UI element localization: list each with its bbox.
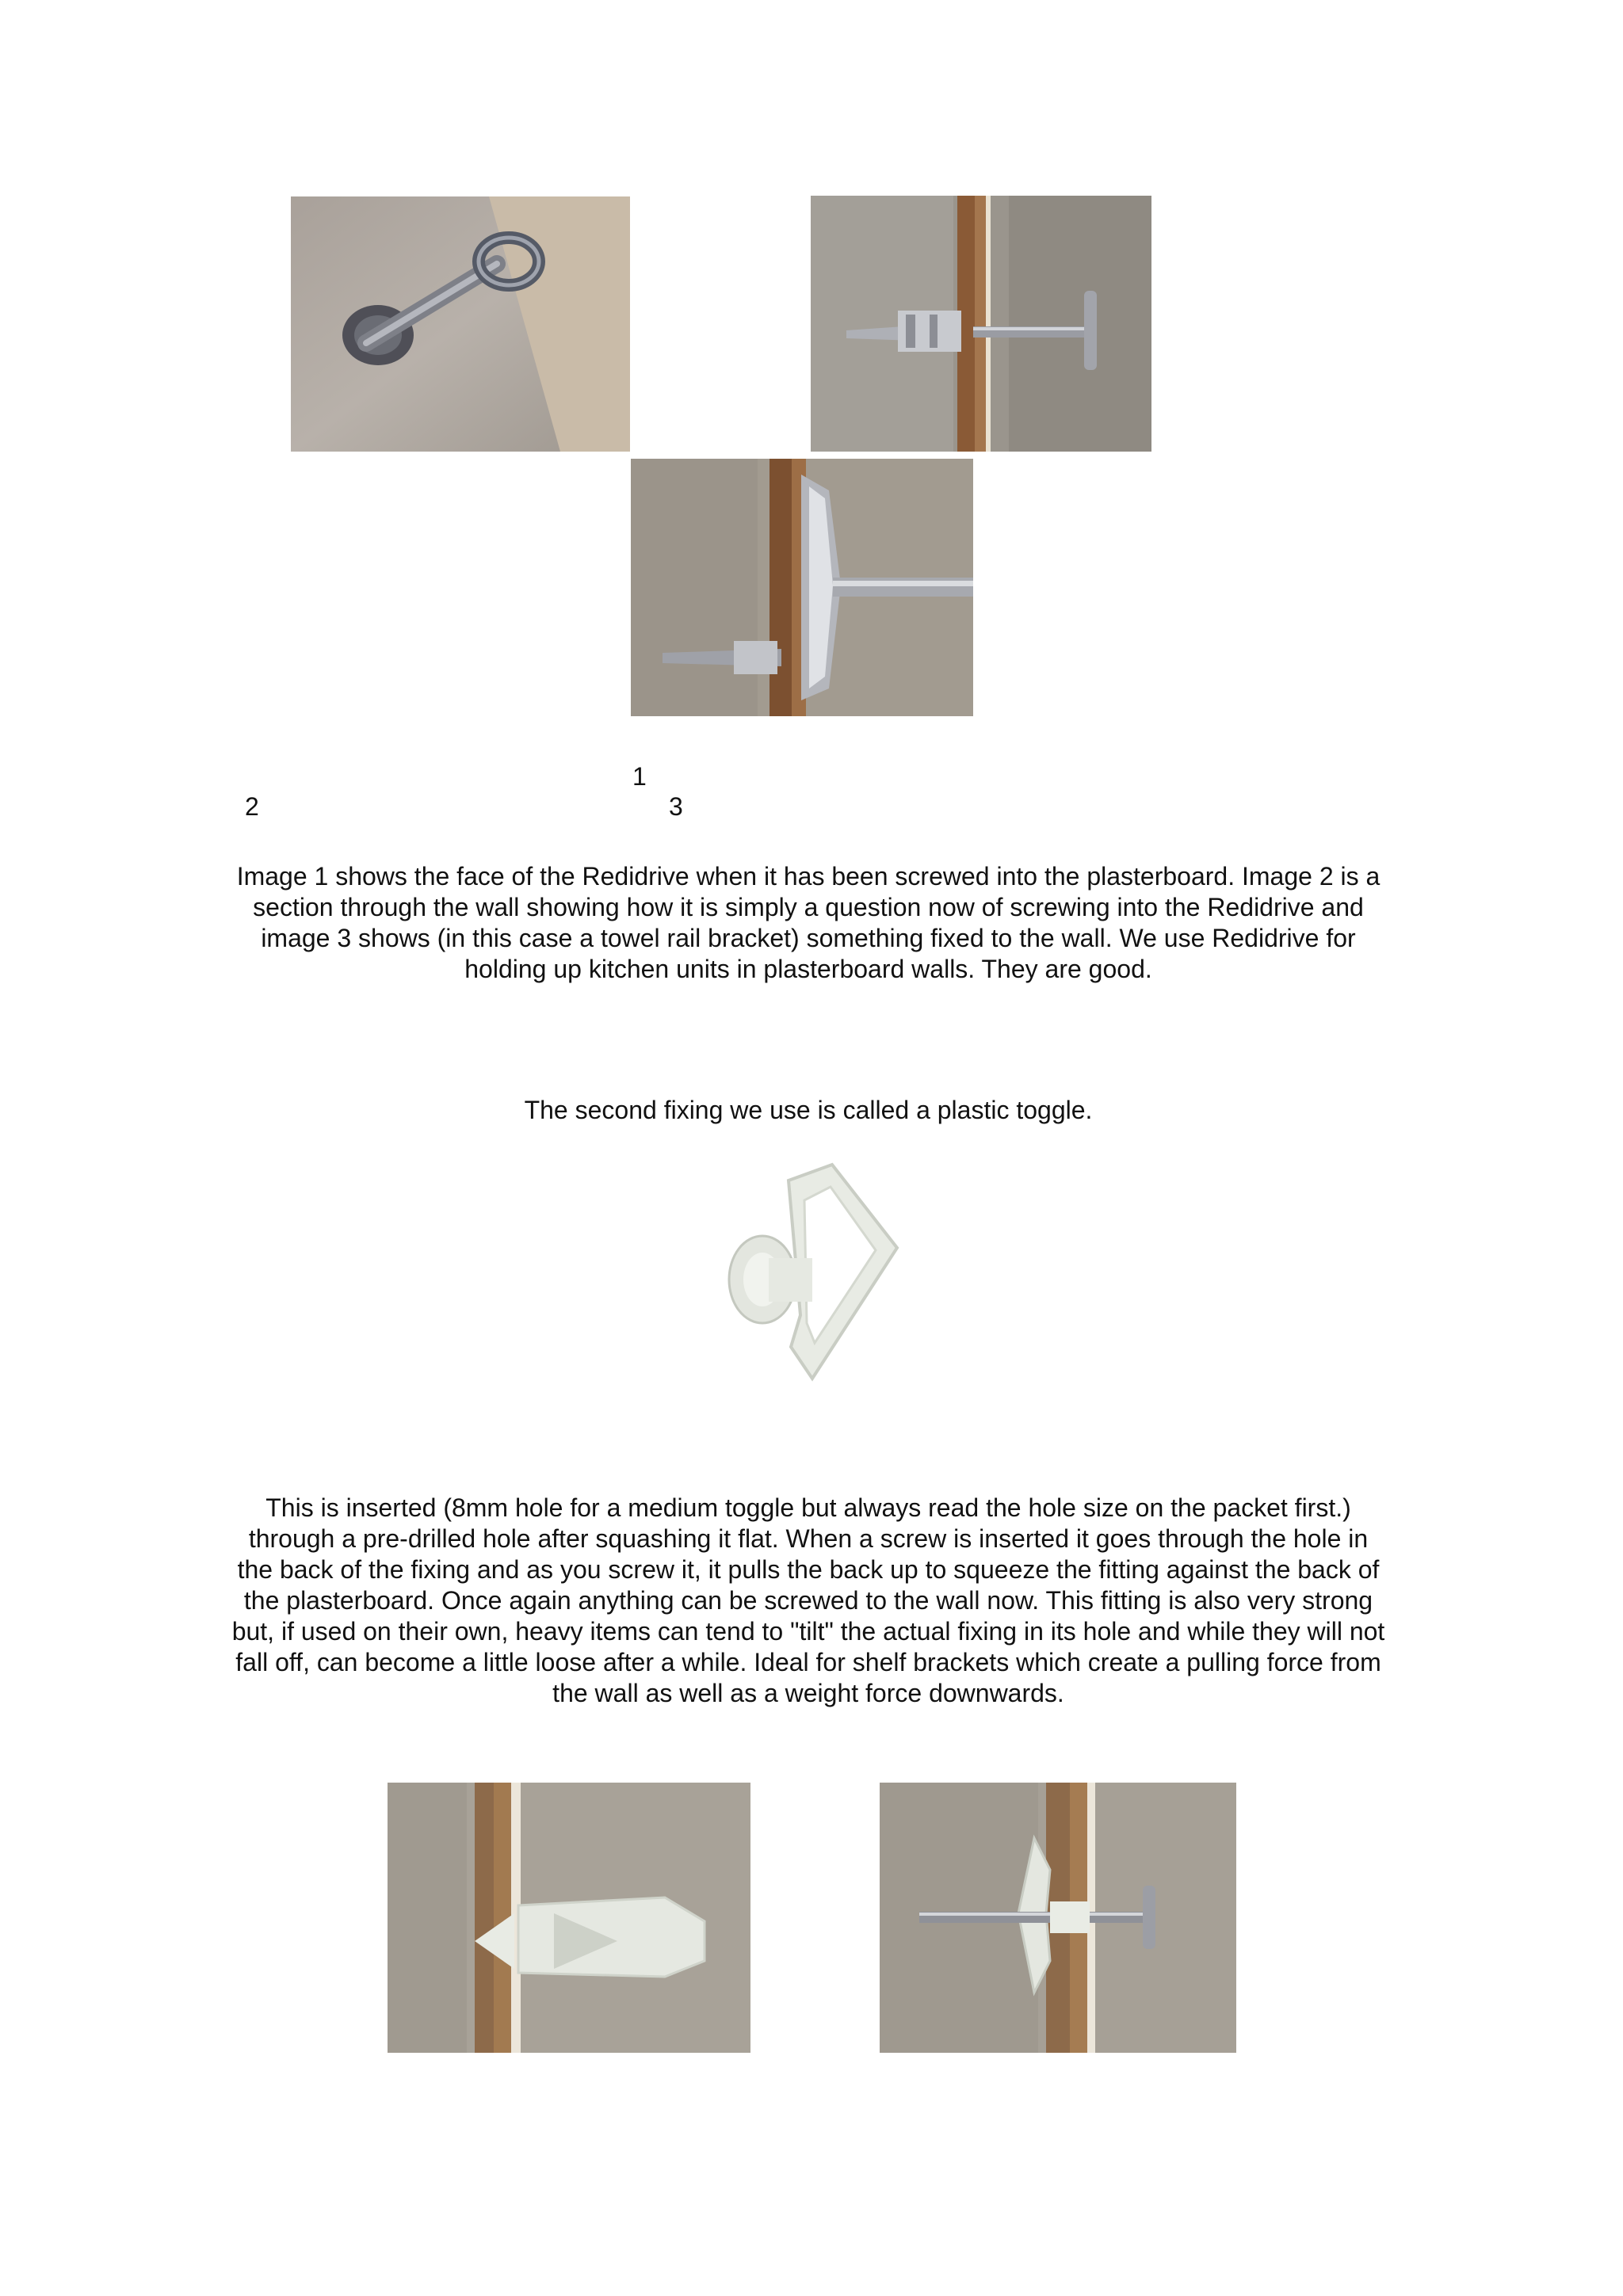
redidrive-section-photo — [811, 196, 1151, 452]
redidrive-face-photo — [291, 196, 630, 452]
plastic-toggle-photo — [713, 1157, 903, 1386]
towel-rail-bracket-photo — [631, 459, 973, 716]
figure-number-2: 2 — [245, 792, 259, 821]
figure-number-1: 1 — [632, 762, 647, 791]
toggle-intro: The second fixing we use is called a plastic toggle. — [524, 1096, 1093, 1124]
toggle-inserted-photo — [388, 1783, 750, 2053]
figure-number-3: 3 — [669, 792, 683, 821]
toggle-with-screw-photo — [880, 1783, 1236, 2053]
redidrive-description: Image 1 shows the face of the Redidrive when it has been screwed into the plasterboard. Image 2 is a section through the wall showing how it is simply a question now of screwing into the Redidrive and image 3 shows (in this case a towel rail bracket) something fixed to the wall. We use Redidrive for holding up kitchen units in plasterboard walls. They are good. — [236, 862, 1381, 983]
toggle-description: This is inserted (8mm hole for a medium toggle but always read the hole size on the packet first.) through a pre-drilled hole after squashing it flat. When a screw is inserted it goes through the hole in the back of the fixing and as you screw it, it pulls the back up to squeeze the fitting against the back of the plasterboard. Once again anything can be screwed to the wall now. This fitting is also very strong but, if used on their own, heavy items can tend to "tilt" the actual fixing in its hole and while they will not fall off, can become a little loose after a while. Ideal for shelf brackets which create a pulling force from the wall as well as a weight force downwards. — [231, 1493, 1385, 1707]
